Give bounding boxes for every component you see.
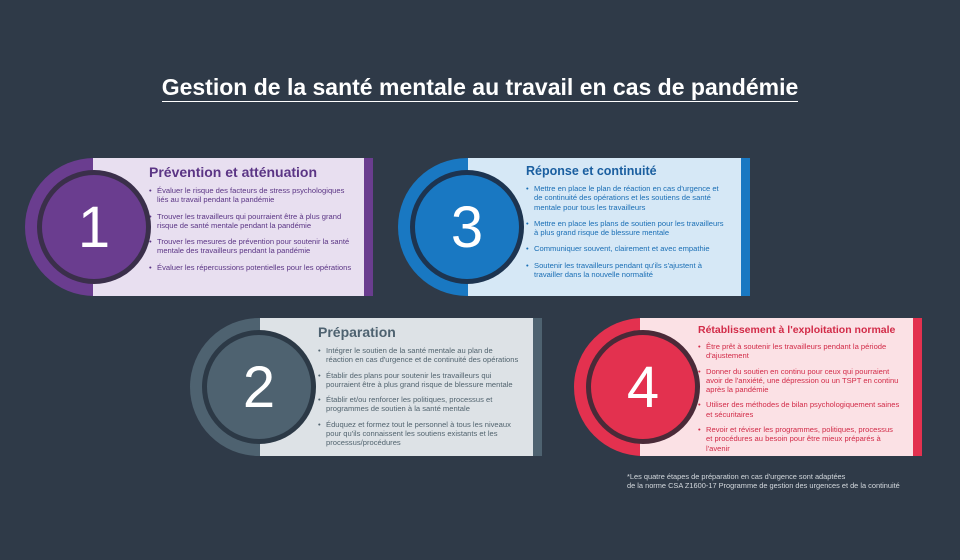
step-4-item: • Utiliser des méthodes de bilan psychologiquement saines et sécuritaires xyxy=(698,400,900,419)
step-2-number: 2 xyxy=(207,335,311,439)
step-4-number: 4 xyxy=(591,335,695,439)
step-1-list xyxy=(149,186,355,272)
step-1-item: • Trouver les mesures de prévention pour soutenir la santé mentale des travailleurs pendant la pandémie xyxy=(149,237,355,256)
step-2-item: • Établir et/ou renforcer les politiques, processus et programmes de soutien à la santé mentale xyxy=(318,395,520,414)
step-1-item: • Évaluer le risque des facteurs de stress psychologiques liés au travail pendant la pandémie xyxy=(149,186,355,205)
step-3-item: • Communiquer souvent, clairement et avec empathie xyxy=(526,244,728,253)
step-4-accent-bar xyxy=(913,318,922,456)
page-title: Gestion de la santé mentale au travail en cas de pandémie xyxy=(161,74,799,100)
step-3-title: Réponse et continuité xyxy=(526,164,657,178)
step-4-list xyxy=(698,342,900,453)
footnote xyxy=(627,472,947,490)
step-3-number: 3 xyxy=(415,175,519,279)
step-1-title: Prévention et atténuation xyxy=(149,164,318,180)
step-4-item: • Revoir et réviser les programmes, politiques, processus et procédures au besoin pour être mieux préparés à l'avenir xyxy=(698,425,900,453)
step-3-accent-bar xyxy=(741,158,750,296)
step-2-item: • Intégrer le soutien de la santé mentale au plan de réaction en cas d'urgence et de continuité des opérations xyxy=(318,346,520,365)
step-3-list xyxy=(526,184,728,279)
step-2-item: • Éduquez et formez tout le personnel à tous les niveaux pour qu'ils connaissent les soutiens existants et les processus/procédures xyxy=(318,420,520,448)
step-2-item: • Établir des plans pour soutenir les travailleurs qui pourraient être à plus grand risque de blessure mentale xyxy=(318,371,520,390)
step-1-item: • Trouver les travailleurs qui pourraient être à plus grand risque de santé mentale pendant la pandémie xyxy=(149,212,355,231)
step-2-list xyxy=(318,346,520,448)
step-4-title: Rétablissement à l'exploitation normale xyxy=(698,324,896,336)
step-2-title: Préparation xyxy=(318,324,396,340)
step-3-item: • Mettre en place les plans de soutien pour les travailleurs à plus grand risque de blessure mentale xyxy=(526,219,728,238)
footnote-line-1: *Les quatre étapes de préparation en cas d'urgence sont adaptées xyxy=(627,472,846,481)
step-1-item: • Évaluer les répercussions potentielles pour les opérations xyxy=(149,263,355,272)
step-3-item: • Mettre en place le plan de réaction en cas d'urgence et de continuité des opérations et les soutiens de santé mentale pour tous les travailleurs xyxy=(526,184,728,212)
step-1-number: 1 xyxy=(42,175,146,279)
step-4-item: • Donner du soutien en continu pour ceux qui pourraient avoir de l'anxiété, une dépression ou un TSPT en continu après la pandémie xyxy=(698,367,900,395)
footnote-line-2: de la norme CSA Z1600-17 Programme de gestion des urgences et de la continuité xyxy=(627,481,900,490)
step-3-item: • Soutenir les travailleurs pendant qu'ils s'ajustent à travailler dans la nouvelle normalité xyxy=(526,261,728,280)
step-2-accent-bar xyxy=(533,318,542,456)
step-1-accent-bar xyxy=(364,158,373,296)
step-4-item: • Être prêt à soutenir les travailleurs pendant la période d'ajustement xyxy=(698,342,900,361)
